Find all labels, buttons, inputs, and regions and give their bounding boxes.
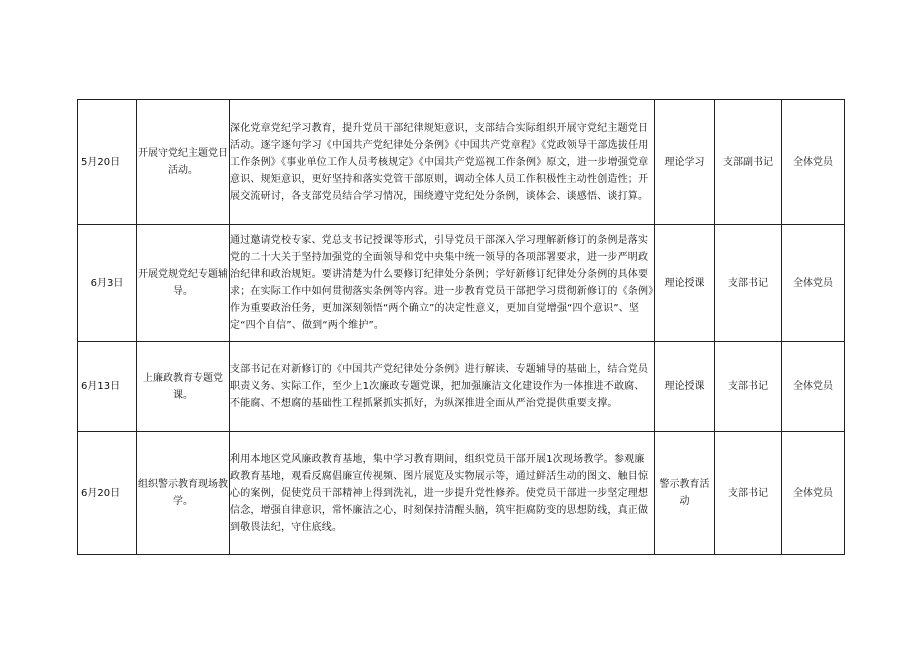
responsible-cell: 支部书记: [715, 342, 782, 432]
schedule-table: [77, 99, 845, 555]
type-cell: 理论授课: [655, 342, 715, 432]
table-row: [78, 432, 845, 555]
topic-cell: 开展党规党纪专题辅导。: [137, 225, 230, 342]
date-cell: 6月3日: [78, 225, 137, 342]
participants-cell: 全体党员: [782, 432, 845, 555]
topic-cell: 开展守党纪主题党日活动。: [137, 100, 230, 225]
date-cell: 6月13日: [78, 342, 137, 432]
type-cell: 理论授课: [655, 225, 715, 342]
content-cell: 支部书记在对新修订的《中国共产党纪律处分条例》进行解读、专题辅导的基础上，结合党员职责义务、实际工作，至少上1次廉政专题党课，把加强廉洁文化建设作为一体推进不敢腐、不能腐、不想腐的基础性工程抓紧抓实抓好，为纵深推进全面从严治党提供重要支撑。: [230, 342, 655, 432]
participants-cell: 全体党员: [782, 225, 845, 342]
table-row: [78, 342, 845, 432]
responsible-cell: 支部书记: [715, 225, 782, 342]
content-cell: 利用本地区党风廉政教育基地，集中学习教育期间，组织党员干部开展1次现场教学。参观廉政教育基地，观看反腐倡廉宣传视频、图片展览及实物展示等，通过鲜活生动的图文、触目惊心的案例，促使党员干部精神上得到洗礼，进一步提升党性修养。使党员干部进一步坚定理想信念，增强自律意识，常怀廉洁之心，时刻保持清醒头脑，筑牢拒腐防变的思想防线，真正做到敬畏法纪，守住底线。: [230, 432, 655, 555]
date-cell: 5月20日: [78, 100, 137, 225]
topic-cell: 上廉政教育专题党课。: [137, 342, 230, 432]
type-cell: 警示教育活动: [655, 432, 715, 555]
table-row: [78, 225, 845, 342]
responsible-cell: 支部副书记: [715, 100, 782, 225]
participants-cell: 全体党员: [782, 100, 845, 225]
type-cell: 理论学习: [655, 100, 715, 225]
content-cell: 通过邀请党校专家、党总支书记授课等形式，引导党员干部深入学习理解新修订的条例是落实党的二十大关于坚持加强党的全面领导和党中央集中统一领导的各项部署要求，进一步严明政治纪律和政治规矩。要讲清楚为什么要修订纪律处分条例；学好新修订纪律处分条例的具体要求；在实际工作中如何贯彻落实条例等内容。进一步教育党员干部把学习贯彻新修订的《条例》作为重要政治任务，更加深刻领悟“两个确立”的决定性意义，更加自觉增强“四个意识”、坚定“四个自信”、做到“两个维护”。: [230, 225, 655, 342]
content-cell: 深化党章党纪学习教育，提升党员干部纪律规矩意识，支部结合实际组织开展守党纪主题党日活动。逐字逐句学习《中国共产党纪律处分条例》《中国共产党章程》《党政领导干部选拔任用工作条例》《事业单位工作人员考核规定》《中国共产党巡视工作条例》原文，进一步增强党章意识、规矩意识，更好坚持和落实党管干部原则，调动全体人员工作积极性主动性创造性；开展交流研讨，各支部党员结合学习情况，围绕遵守党纪处分条例，谈体会、谈感悟、谈打算。: [230, 100, 655, 225]
participants-cell: 全体党员: [782, 342, 845, 432]
topic-cell: 组织警示教育现场教学。: [137, 432, 230, 555]
date-cell: 6月20日: [78, 432, 137, 555]
responsible-cell: 支部书记: [715, 432, 782, 555]
table-row: [78, 100, 845, 225]
